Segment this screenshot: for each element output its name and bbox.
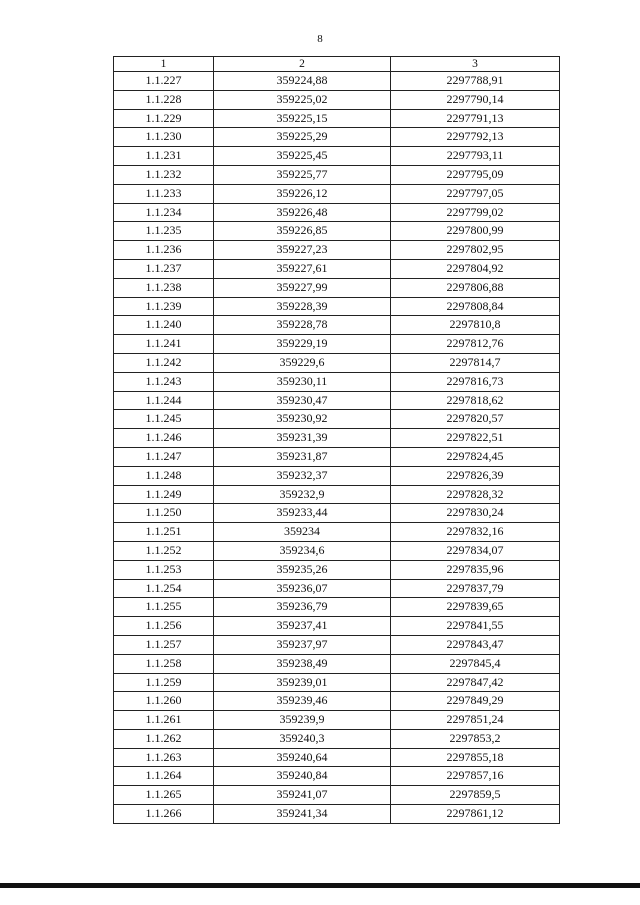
coordinate-x-cell: 359226,48 <box>214 203 391 222</box>
coordinate-x-cell: 359239,9 <box>214 711 391 730</box>
coordinate-y-cell: 2297855,18 <box>391 748 560 767</box>
point-id-cell: 1.1.258 <box>114 654 214 673</box>
table-row <box>114 90 560 109</box>
coordinate-y-cell: 2297791,13 <box>391 109 560 128</box>
coordinate-y-cell: 2297853,2 <box>391 729 560 748</box>
coordinate-x-cell: 359239,01 <box>214 673 391 692</box>
table-row <box>114 729 560 748</box>
coordinate-y-cell: 2297818,62 <box>391 391 560 410</box>
coordinate-y-cell: 2297814,7 <box>391 353 560 372</box>
coordinate-y-cell: 2297792,13 <box>391 128 560 147</box>
point-id-cell: 1.1.240 <box>114 316 214 335</box>
coordinates-table-container <box>113 56 560 824</box>
table-row <box>114 316 560 335</box>
point-id-cell: 1.1.261 <box>114 711 214 730</box>
page-number: 8 <box>317 33 323 45</box>
coordinate-x-cell: 359240,64 <box>214 748 391 767</box>
coordinate-x-cell: 359229,19 <box>214 335 391 354</box>
point-id-cell: 1.1.238 <box>114 278 214 297</box>
coordinate-x-cell: 359236,07 <box>214 579 391 598</box>
coordinate-y-cell: 2297810,8 <box>391 316 560 335</box>
coordinate-x-cell: 359226,85 <box>214 222 391 241</box>
table-row <box>114 203 560 222</box>
coordinate-x-cell: 359231,39 <box>214 429 391 448</box>
point-id-cell: 1.1.244 <box>114 391 214 410</box>
table-row <box>114 222 560 241</box>
point-id-cell: 1.1.247 <box>114 447 214 466</box>
table-row <box>114 579 560 598</box>
point-id-cell: 1.1.239 <box>114 297 214 316</box>
coordinate-x-cell: 359225,29 <box>214 128 391 147</box>
coordinate-y-cell: 2297861,12 <box>391 805 560 824</box>
coordinate-x-cell: 359234,6 <box>214 541 391 560</box>
coordinate-x-cell: 359239,46 <box>214 692 391 711</box>
coordinate-x-cell: 359233,44 <box>214 504 391 523</box>
table-row <box>114 72 560 91</box>
coordinate-y-cell: 2297834,07 <box>391 541 560 560</box>
table-body <box>114 72 560 824</box>
point-id-cell: 1.1.252 <box>114 541 214 560</box>
column-header-2: 2 <box>214 57 391 72</box>
coordinate-x-cell: 359227,61 <box>214 259 391 278</box>
point-id-cell: 1.1.255 <box>114 598 214 617</box>
coordinate-y-cell: 2297847,42 <box>391 673 560 692</box>
point-id-cell: 1.1.242 <box>114 353 214 372</box>
coordinate-x-cell: 359230,92 <box>214 410 391 429</box>
table-row <box>114 786 560 805</box>
point-id-cell: 1.1.229 <box>114 109 214 128</box>
coordinate-y-cell: 2297839,65 <box>391 598 560 617</box>
point-id-cell: 1.1.260 <box>114 692 214 711</box>
bottom-rule <box>0 883 640 888</box>
coordinate-x-cell: 359224,88 <box>214 72 391 91</box>
coordinate-x-cell: 359227,99 <box>214 278 391 297</box>
coordinate-x-cell: 359229,6 <box>214 353 391 372</box>
coordinate-x-cell: 359226,12 <box>214 184 391 203</box>
table-row <box>114 654 560 673</box>
table-row <box>114 504 560 523</box>
coordinate-y-cell: 2297795,09 <box>391 165 560 184</box>
table-row <box>114 805 560 824</box>
table-row <box>114 353 560 372</box>
point-id-cell: 1.1.241 <box>114 335 214 354</box>
table-row <box>114 673 560 692</box>
coordinate-x-cell: 359225,77 <box>214 165 391 184</box>
coordinate-y-cell: 2297849,29 <box>391 692 560 711</box>
coordinate-y-cell: 2297802,95 <box>391 241 560 260</box>
coordinate-y-cell: 2297800,99 <box>391 222 560 241</box>
table-header-row <box>114 57 560 72</box>
coordinate-x-cell: 359228,39 <box>214 297 391 316</box>
table-row <box>114 541 560 560</box>
coordinate-x-cell: 359238,49 <box>214 654 391 673</box>
column-header-3: 3 <box>391 57 560 72</box>
table-row <box>114 278 560 297</box>
coordinates-table <box>113 56 560 824</box>
point-id-cell: 1.1.256 <box>114 617 214 636</box>
coordinate-y-cell: 2297812,76 <box>391 335 560 354</box>
table-row <box>114 692 560 711</box>
table-row <box>114 147 560 166</box>
column-header-1: 1 <box>114 57 214 72</box>
point-id-cell: 1.1.235 <box>114 222 214 241</box>
table-row <box>114 767 560 786</box>
table-row <box>114 560 560 579</box>
coordinate-x-cell: 359241,07 <box>214 786 391 805</box>
point-id-cell: 1.1.259 <box>114 673 214 692</box>
point-id-cell: 1.1.253 <box>114 560 214 579</box>
table-row <box>114 711 560 730</box>
coordinate-y-cell: 2297832,16 <box>391 523 560 542</box>
point-id-cell: 1.1.263 <box>114 748 214 767</box>
table-row <box>114 617 560 636</box>
point-id-cell: 1.1.248 <box>114 466 214 485</box>
point-id-cell: 1.1.249 <box>114 485 214 504</box>
point-id-cell: 1.1.246 <box>114 429 214 448</box>
table-row <box>114 598 560 617</box>
point-id-cell: 1.1.245 <box>114 410 214 429</box>
point-id-cell: 1.1.264 <box>114 767 214 786</box>
coordinate-y-cell: 2297808,84 <box>391 297 560 316</box>
point-id-cell: 1.1.251 <box>114 523 214 542</box>
coordinate-y-cell: 2297841,55 <box>391 617 560 636</box>
coordinate-y-cell: 2297857,16 <box>391 767 560 786</box>
table-row <box>114 241 560 260</box>
point-id-cell: 1.1.250 <box>114 504 214 523</box>
table-row <box>114 297 560 316</box>
table-row <box>114 259 560 278</box>
table-row <box>114 109 560 128</box>
coordinate-y-cell: 2297859,5 <box>391 786 560 805</box>
coordinate-x-cell: 359225,02 <box>214 90 391 109</box>
coordinate-y-cell: 2297828,32 <box>391 485 560 504</box>
coordinate-x-cell: 359231,87 <box>214 447 391 466</box>
coordinate-x-cell: 359232,9 <box>214 485 391 504</box>
point-id-cell: 1.1.262 <box>114 729 214 748</box>
coordinate-x-cell: 359230,47 <box>214 391 391 410</box>
table-row <box>114 128 560 147</box>
point-id-cell: 1.1.265 <box>114 786 214 805</box>
table-row <box>114 391 560 410</box>
coordinate-x-cell: 359240,84 <box>214 767 391 786</box>
table-row <box>114 335 560 354</box>
table-row <box>114 485 560 504</box>
coordinate-y-cell: 2297799,02 <box>391 203 560 222</box>
coordinate-x-cell: 359225,45 <box>214 147 391 166</box>
point-id-cell: 1.1.227 <box>114 72 214 91</box>
point-id-cell: 1.1.236 <box>114 241 214 260</box>
coordinate-y-cell: 2297837,79 <box>391 579 560 598</box>
table-row <box>114 372 560 391</box>
point-id-cell: 1.1.232 <box>114 165 214 184</box>
table-row <box>114 410 560 429</box>
point-id-cell: 1.1.231 <box>114 147 214 166</box>
table-row <box>114 184 560 203</box>
point-id-cell: 1.1.228 <box>114 90 214 109</box>
point-id-cell: 1.1.266 <box>114 805 214 824</box>
coordinate-y-cell: 2297835,96 <box>391 560 560 579</box>
coordinate-y-cell: 2297851,24 <box>391 711 560 730</box>
coordinate-y-cell: 2297845,4 <box>391 654 560 673</box>
coordinate-x-cell: 359232,37 <box>214 466 391 485</box>
coordinate-x-cell: 359234 <box>214 523 391 542</box>
coordinate-x-cell: 359236,79 <box>214 598 391 617</box>
coordinate-x-cell: 359241,34 <box>214 805 391 824</box>
coordinate-x-cell: 359235,26 <box>214 560 391 579</box>
coordinate-x-cell: 359237,41 <box>214 617 391 636</box>
table-row <box>114 447 560 466</box>
coordinate-x-cell: 359240,3 <box>214 729 391 748</box>
coordinate-y-cell: 2297816,73 <box>391 372 560 391</box>
point-id-cell: 1.1.237 <box>114 259 214 278</box>
table-row <box>114 635 560 654</box>
coordinate-y-cell: 2297822,51 <box>391 429 560 448</box>
coordinate-y-cell: 2297788,91 <box>391 72 560 91</box>
table-row <box>114 748 560 767</box>
point-id-cell: 1.1.233 <box>114 184 214 203</box>
coordinate-y-cell: 2297806,88 <box>391 278 560 297</box>
coordinate-x-cell: 359227,23 <box>214 241 391 260</box>
coordinate-x-cell: 359228,78 <box>214 316 391 335</box>
coordinate-y-cell: 2297830,24 <box>391 504 560 523</box>
table-row <box>114 429 560 448</box>
coordinate-y-cell: 2297790,14 <box>391 90 560 109</box>
coordinate-x-cell: 359225,15 <box>214 109 391 128</box>
point-id-cell: 1.1.243 <box>114 372 214 391</box>
point-id-cell: 1.1.257 <box>114 635 214 654</box>
table-row <box>114 523 560 542</box>
coordinate-y-cell: 2297824,45 <box>391 447 560 466</box>
table-row <box>114 165 560 184</box>
point-id-cell: 1.1.254 <box>114 579 214 598</box>
point-id-cell: 1.1.234 <box>114 203 214 222</box>
coordinate-y-cell: 2297843,47 <box>391 635 560 654</box>
coordinate-x-cell: 359237,97 <box>214 635 391 654</box>
coordinate-y-cell: 2297826,39 <box>391 466 560 485</box>
coordinate-y-cell: 2297820,57 <box>391 410 560 429</box>
table-row <box>114 466 560 485</box>
coordinate-y-cell: 2297793,11 <box>391 147 560 166</box>
coordinate-x-cell: 359230,11 <box>214 372 391 391</box>
point-id-cell: 1.1.230 <box>114 128 214 147</box>
coordinate-y-cell: 2297804,92 <box>391 259 560 278</box>
coordinate-y-cell: 2297797,05 <box>391 184 560 203</box>
